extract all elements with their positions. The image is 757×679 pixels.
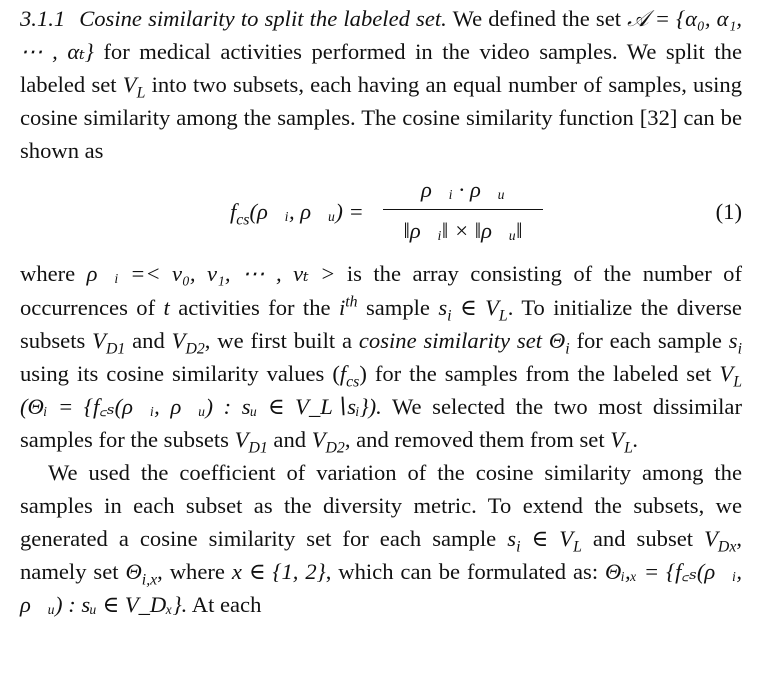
section-number: 3.1.1 [20,6,66,31]
fcs-symbol: $f_{cs}$ [339,360,360,391]
paragraph-2 [20,257,742,456]
subset-dx-symbol: $V_{Dx}$ [704,526,737,556]
subset-d1-symbol: $V_{D1}$ [92,327,126,358]
equation-denominator: ‖ρ⃗ᵢ‖ × ‖ρ⃗ᵤ‖ [403,218,523,244]
theta-i-symbol: $\Theta_i$ [548,327,570,358]
theta-ix-symbol: $\Theta_{i,x}$ [125,559,158,589]
theta-ix-definition: Θᵢ,ₓ = {f꜀ₛ(ρ⃗ᵢ, ρ⃗ᵤ) : sᵤ ∈ V_Dₓ}. [20,559,743,618]
p1-text-b: into two subsets, each having an equal number of samples, using cosine similarity among the samples. The cosine similarity function [32] can be shown as [20,72,743,164]
p2-text-d: sample [365,294,430,320]
subset-d1-symbol-2: $V_{D1}$ [234,426,268,457]
theta-definition: (Θᵢ = {f꜀ₛ(ρ⃗ᵢ, ρ⃗ᵤ) : sᵤ ∈ V_L∖sᵢ}). [20,393,382,419]
subset-d2-symbol-2: $V_{D2}$ [311,426,345,457]
labeled-set-symbol: $V_L$ [122,72,146,102]
sample-symbol: $s_i$ [728,327,742,358]
labeled-set-symbol-3: $V_L$. [610,426,639,457]
equation-number: (1) [715,199,742,225]
p1-intro: We defined the set [452,6,622,31]
paragraph-1 [20,2,742,167]
p2-text-e: . To initialize the diverse subsets [20,294,742,353]
equation-fraction [383,173,543,248]
section-title: Cosine similarity to split the labeled set. [79,6,447,31]
sample-membership-2: $s_i$ ∈ $V_L$ [507,526,582,556]
sample-membership: $s_i$ ∈ $V_L$ [438,294,508,325]
p3-text-a: We used the coefficient of variation of the cosine similarity among the samples in each subset as the diversity metric. To extend the subsets, we generated a cosine similarity set for each sample [20,460,742,552]
p1-text-a: for medical activities performed in the video samples. We split the labeled set [20,39,742,98]
p2-text-l: and [273,426,307,452]
p2-text-h: for each sample [576,327,722,353]
equation-1 [20,173,742,251]
p2-text-i: using its cosine similarity values ( [20,360,340,386]
p3-text-f: At each [191,592,262,618]
eq-lhs-sub: cs [236,212,250,229]
p2-text-m: , and removed them from set [344,426,605,452]
p2-text-a: where [20,261,76,287]
eq-lhs-f: f [230,199,237,225]
p2-text-c: activities for the [178,294,331,320]
paper-page [20,2,742,622]
x-domain: x ∈ {1, 2} [231,559,326,585]
p3-text-b: and subset [592,526,694,552]
labeled-set-symbol-2: $V_L$ [719,360,742,391]
subset-d2-symbol: $V_{D2}$ [171,327,205,358]
t-symbol: t [163,294,170,320]
paragraph-3 [20,456,742,621]
p2-text-f: and [132,327,165,353]
p2-text-b: is the array consisting of the number of occurrences of [20,261,742,320]
vector-definition: ρ⃗ᵢ =< ν₀, ν₁, ⋯ , νₜ > [86,261,336,287]
p3-text-c: , namely set [20,526,743,585]
ith-symbol: $i^{th}$ [338,292,358,320]
eq-lhs-args: (ρ⃗ᵢ, ρ⃗ᵤ) = [249,199,364,225]
equation-numerator: ρ⃗ᵢ · ρ⃗ᵤ [421,177,505,203]
p3-text-d: , where [157,559,225,585]
p3-text-e: , which can be formulated as: [325,559,599,585]
cosine-similarity-set-term: cosine similarity set [358,327,543,353]
p2-text-j: ) for the samples from the labeled set [359,360,712,386]
equation-lhs [230,195,364,228]
p2-text-g: , we first built a [204,327,353,353]
activity-set-definition: 𝒜 = {α₀, α₁, ⋯ , αₜ} [20,6,743,65]
p2-text-k: We selected the two most dissimilar samples for the subsets [20,393,742,452]
fraction-bar [383,209,543,210]
